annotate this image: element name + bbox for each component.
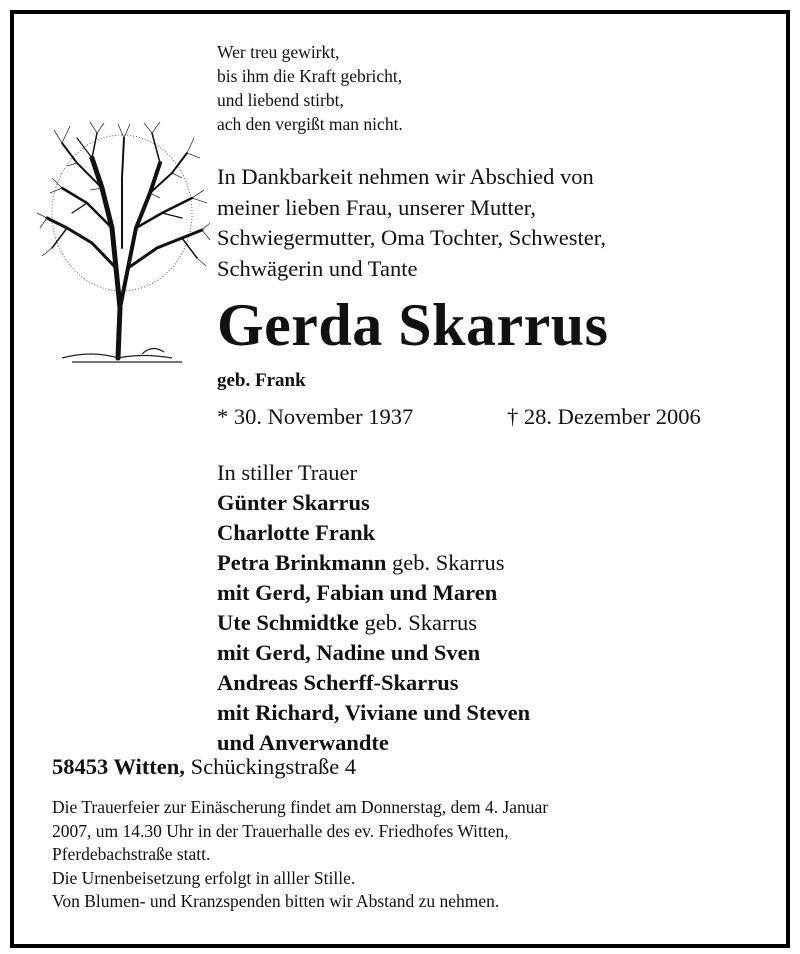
mourner: mit Gerd, Fabian und Maren — [217, 580, 498, 605]
address — [52, 754, 356, 780]
notice-line: Die Trauerfeier zur Einäscherung findet am Donnerstag, dem 4. Januar — [52, 797, 549, 817]
intro-line: meiner lieben Frau, unserer Mutter, — [217, 194, 536, 220]
maiden-name: geb. Frank — [217, 370, 306, 391]
life-dates — [217, 404, 777, 430]
poem-line: ach den vergißt man nicht. — [217, 114, 403, 134]
notice-line: Von Blumen- und Kranzspenden bitten wir Abstand zu nehmen. — [52, 891, 500, 911]
notice-line: 2007, um 14.30 Uhr in der Trauerhalle des ev. Friedhofes Witten, — [52, 820, 509, 841]
intro-line: Schwägerin und Tante — [217, 255, 418, 281]
deceased-name: Gerda Skarrus — [217, 292, 609, 358]
intro-line: Schwiegermutter, Oma Tochter, Schwester, — [217, 225, 606, 250]
notice-line: Pferdebachstraße statt. — [52, 844, 211, 864]
mourner: und Anverwandte — [217, 730, 389, 755]
notice-line: Die Urnenbeisetzung erfolgt in alller Stille. — [52, 867, 356, 888]
mourner: mit Gerd, Nadine und Sven — [217, 640, 481, 665]
address-city: 58453 Witten, — [52, 754, 185, 779]
death-date: † 28. Dezember 2006 — [507, 404, 701, 429]
mourner-maiden: geb. Skarrus — [358, 610, 477, 635]
mourner-name: Petra Brinkmann — [217, 550, 387, 575]
poem-line: bis ihm die Kraft gebricht, — [217, 66, 403, 86]
mourner-name: Ute Schmidtke — [217, 610, 359, 635]
obituary-notice — [10, 10, 790, 948]
funeral-notice — [52, 796, 548, 914]
poem-line: Wer treu gewirkt, — [217, 42, 340, 62]
mourner: Andreas Scherff-Skarrus — [217, 670, 459, 695]
mourner: Charlotte Frank — [217, 520, 376, 545]
mourner — [217, 608, 530, 638]
mourner-maiden: geb. Skarrus — [386, 550, 505, 575]
mourner: Günter Skarrus — [217, 490, 370, 515]
intro-line: In Dankbarkeit nehmen wir Abschied von — [217, 164, 594, 189]
mourner — [217, 548, 530, 578]
intro-text — [217, 162, 606, 284]
address-street: Schückingstraße 4 — [184, 754, 357, 779]
mourner: mit Richard, Viviane und Steven — [217, 700, 531, 725]
poem — [217, 40, 403, 136]
birth-date: * 30. November 1937 — [217, 404, 414, 429]
mourners-heading: In stiller Trauer — [217, 460, 357, 485]
tree-icon — [32, 118, 212, 368]
mourners-list — [217, 458, 530, 758]
poem-line: und liebend stirbt, — [217, 90, 344, 110]
